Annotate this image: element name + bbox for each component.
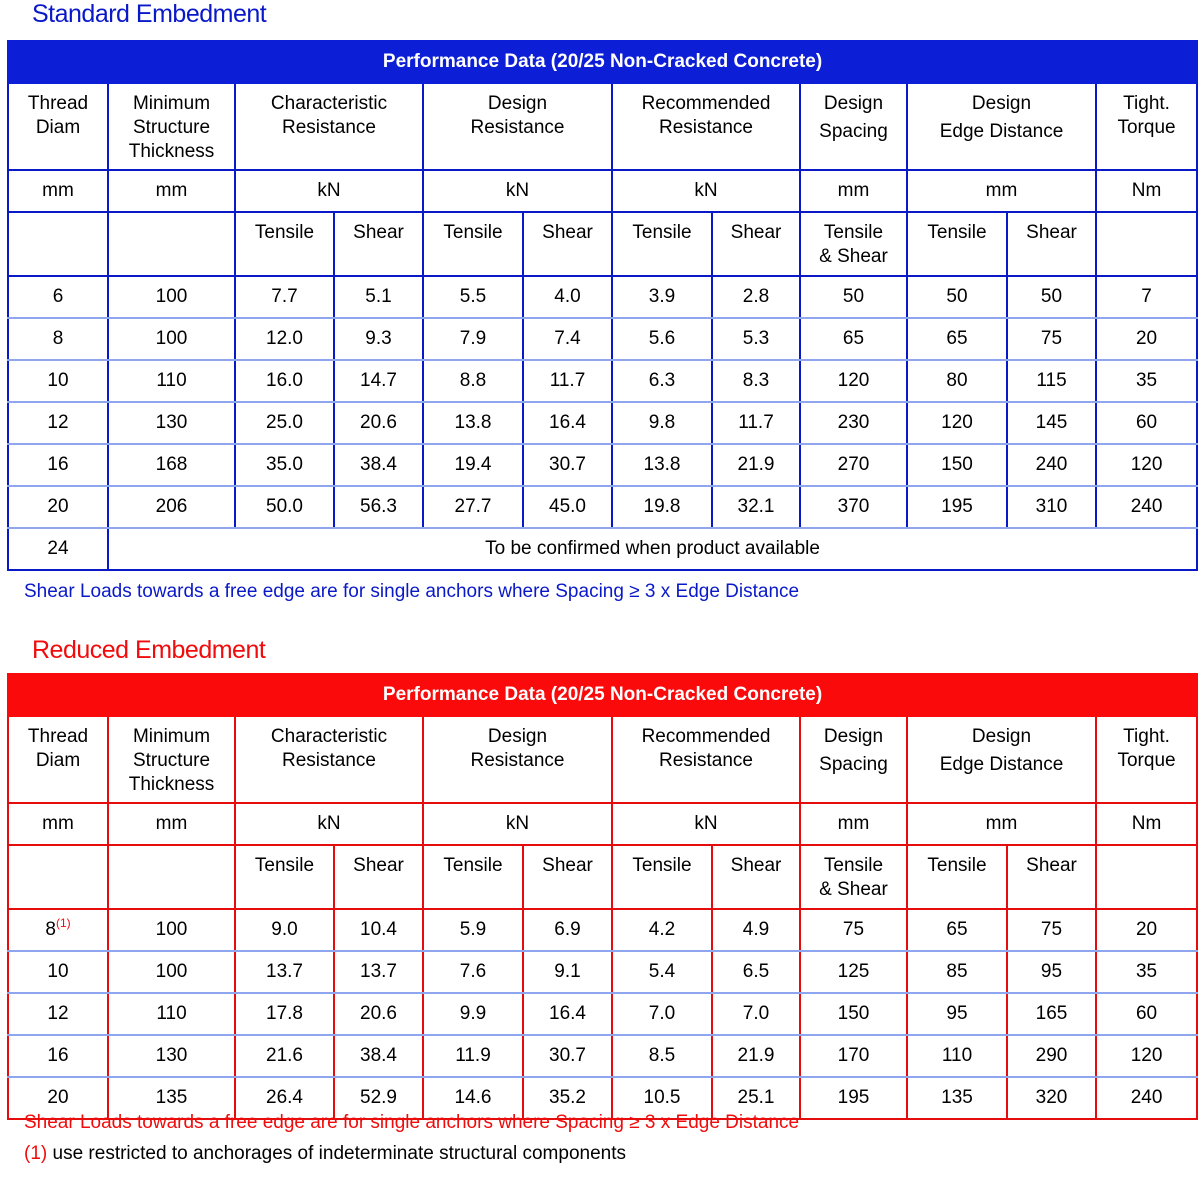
table-row [8,486,1197,528]
table-cell: 50.0 [235,486,334,528]
table-cell: 50 [800,276,907,318]
unit-cell: mm [108,170,235,212]
unit-cell: kN [423,803,612,845]
header-design-resistance: Design Resistance [423,716,612,803]
subheader-tensile: Tensile [612,212,712,276]
table-row [8,318,1197,360]
table-cell: 8.8 [423,360,523,402]
table-cell: 20 [1096,909,1197,951]
header-min-structure-thickness: Minimum Structure Thickness [108,716,235,803]
table-cell: 170 [800,1035,907,1077]
subheader-tensile: Tensile [235,212,334,276]
table-cell: 150 [800,993,907,1035]
table-cell-tbc: To be confirmed when product available [108,528,1197,570]
header-tightening-torque: Tight. Torque [1096,716,1197,803]
header-characteristic-resistance: Characteristic Resistance [235,716,423,803]
subheader-shear: Shear [523,845,612,909]
table-cell: 11.9 [423,1035,523,1077]
header-characteristic-resistance: Characteristic Resistance [235,83,423,170]
table-cell: 7.0 [712,993,800,1035]
header-recommended-resistance: Recommended Resistance [612,716,800,803]
header-design-edge-distance: Design Edge Distance [907,83,1096,170]
unit-cell: kN [235,803,423,845]
subheader-shear: Shear [334,845,423,909]
subheader-tensile: Tensile [423,212,523,276]
unit-cell: mm [907,170,1096,212]
subheader-shear: Shear [1007,212,1096,276]
table-cell: 120 [1096,444,1197,486]
subheader-tensile-shear: Tensile & Shear [800,212,907,276]
unit-cell: mm [8,803,108,845]
unit-cell: kN [423,170,612,212]
table-cell: 100 [108,951,235,993]
subheader-shear: Shear [712,212,800,276]
unit-cell: mm [800,803,907,845]
reduced-performance-table [7,673,1198,1120]
standard-embedment-title: Standard Embedment [32,0,267,28]
unit-cell: kN [612,803,800,845]
table-cell: 20 [1096,318,1197,360]
table-row [8,444,1197,486]
table-cell: 230 [800,402,907,444]
table-cell: 165 [1007,993,1096,1035]
table-cell: 52.9 [334,1077,423,1119]
table-cell: 7.0 [612,993,712,1035]
header-thread-diam: Thread Diam [8,716,108,803]
table-cell: 16 [8,1035,108,1077]
table-cell: 19.8 [612,486,712,528]
table-cell: 20 [8,1077,108,1119]
table-cell: 2.8 [712,276,800,318]
subheader-empty [108,212,235,276]
table-cell-diam: 24 [8,528,108,570]
table-cell: 21.6 [235,1035,334,1077]
table-cell: 6.9 [523,909,612,951]
subheader-empty [8,212,108,276]
unit-cell: Nm [1096,803,1197,845]
table-cell: 12.0 [235,318,334,360]
table-cell: 75 [1007,318,1096,360]
table-cell: 3.9 [612,276,712,318]
table-cell: 6.5 [712,951,800,993]
table-cell: 8.3 [712,360,800,402]
table-cell: 35.2 [523,1077,612,1119]
table-cell: 30.7 [523,1035,612,1077]
table-cell: 95 [1007,951,1096,993]
table-cell: 135 [108,1077,235,1119]
header-design-spacing: Design Spacing [800,83,907,170]
table-cell: 195 [800,1077,907,1119]
subheader-shear: Shear [712,845,800,909]
table-cell: 32.1 [712,486,800,528]
table-cell: 20 [8,486,108,528]
table-cell: 56.3 [334,486,423,528]
table-cell: 14.7 [334,360,423,402]
subheader-tensile: Tensile [612,845,712,909]
table-cell: 240 [1096,1077,1197,1119]
table-cell: 100 [108,318,235,360]
table-row [8,360,1197,402]
table-cell: 206 [108,486,235,528]
table-cell: 7.6 [423,951,523,993]
reduced-embedment-title: Reduced Embedment [32,636,266,664]
table-cell: 195 [907,486,1007,528]
table-cell: 135 [907,1077,1007,1119]
table-cell: 25.1 [712,1077,800,1119]
table-cell: 130 [108,1035,235,1077]
table-cell: 13.7 [334,951,423,993]
table-cell: 5.6 [612,318,712,360]
header-tightening-torque: Tight. Torque [1096,83,1197,170]
table-cell: 27.7 [423,486,523,528]
table-cell: 12 [8,993,108,1035]
table-cell: 125 [800,951,907,993]
unit-cell: kN [612,170,800,212]
table-cell: 10 [8,951,108,993]
header-min-structure-thickness: Minimum Structure Thickness [108,83,235,170]
subheader-tensile: Tensile [907,845,1007,909]
table-cell: 14.6 [423,1077,523,1119]
table-row [8,1035,1197,1077]
table-cell: 240 [1007,444,1096,486]
table-cell: 150 [907,444,1007,486]
subheader-empty [1096,845,1197,909]
table-cell: 85 [907,951,1007,993]
table-cell: 21.9 [712,1035,800,1077]
table-cell: 320 [1007,1077,1096,1119]
table-cell: 9.1 [523,951,612,993]
header-design-resistance: Design Resistance [423,83,612,170]
table-cell: 290 [1007,1035,1096,1077]
table-cell: 50 [907,276,1007,318]
footnote-mark: (1) [24,1143,48,1164]
table-cell: 120 [800,360,907,402]
table-cell: 65 [907,318,1007,360]
unit-cell: mm [907,803,1096,845]
table-cell: 80 [907,360,1007,402]
unit-cell: mm [800,170,907,212]
table-cell: 7 [1096,276,1197,318]
table-cell: 4.9 [712,909,800,951]
table-cell: 10.5 [612,1077,712,1119]
table-cell: 12 [8,402,108,444]
table-cell: 110 [907,1035,1007,1077]
subheader-shear: Shear [1007,845,1096,909]
table-cell: 25.0 [235,402,334,444]
table-cell: 100 [108,909,235,951]
subheader-tensile: Tensile [235,845,334,909]
unit-cell: Nm [1096,170,1197,212]
footnote-text: use restricted to anchorages of indeterminate structural components [52,1143,626,1164]
table-cell: 6.3 [612,360,712,402]
table-cell: 8$^{(1)}$ [8,909,108,951]
subheader-empty [8,845,108,909]
table-cell: 35.0 [235,444,334,486]
table-cell: 4.2 [612,909,712,951]
table-cell: 9.3 [334,318,423,360]
table-cell: 50 [1007,276,1096,318]
table-cell: 16.4 [523,993,612,1035]
table-cell: 95 [907,993,1007,1035]
table-cell: 310 [1007,486,1096,528]
table-cell: 4.0 [523,276,612,318]
table-cell: 65 [907,909,1007,951]
table-cell: 9.0 [235,909,334,951]
subheader-shear: Shear [334,212,423,276]
subheader-empty [1096,212,1197,276]
footnote [24,1143,626,1165]
table-row [8,909,1197,951]
table-cell: 120 [907,402,1007,444]
table-cell: 16.4 [523,402,612,444]
header-design-spacing: Design Spacing [800,716,907,803]
table-cell: 20.6 [334,993,423,1035]
subheader-tensile: Tensile [423,845,523,909]
subheader-empty [108,845,235,909]
table-cell: 9.9 [423,993,523,1035]
table-cell: 6 [8,276,108,318]
header-thread-diam: Thread Diam [8,83,108,170]
table-cell: 110 [108,993,235,1035]
table-cell: 35 [1096,951,1197,993]
table-cell: 60 [1096,993,1197,1035]
header-recommended-resistance: Recommended Resistance [612,83,800,170]
table-cell: 38.4 [334,1035,423,1077]
subheader-tensile-shear: Tensile & Shear [800,845,907,909]
standard-performance-table [7,40,1198,571]
table-cell: 11.7 [523,360,612,402]
table-cell: 13.8 [612,444,712,486]
table-cell: 5.3 [712,318,800,360]
table-cell: 8 [8,318,108,360]
table-banner: Performance Data (20/25 Non-Cracked Concrete) [8,41,1197,83]
table-cell: 38.4 [334,444,423,486]
table-cell: 270 [800,444,907,486]
table-cell: 130 [108,402,235,444]
table-cell: 110 [108,360,235,402]
table-cell: 10.4 [334,909,423,951]
table-cell: 7.7 [235,276,334,318]
table-cell: 60 [1096,402,1197,444]
unit-cell: mm [108,803,235,845]
table-cell: 120 [1096,1035,1197,1077]
table-cell: 7.4 [523,318,612,360]
table-cell: 5.5 [423,276,523,318]
table-cell: 10 [8,360,108,402]
table-cell: 75 [800,909,907,951]
table-cell: 16.0 [235,360,334,402]
table-cell: 13.7 [235,951,334,993]
table-cell: 35 [1096,360,1197,402]
unit-cell: mm [8,170,108,212]
table-cell: 115 [1007,360,1096,402]
unit-cell: kN [235,170,423,212]
table-cell: 5.1 [334,276,423,318]
reduced-shear-note: Shear Loads towards a free edge are for single anchors where Spacing ≥ 3 x Edge Distance [24,1112,800,1133]
table-cell: 26.4 [235,1077,334,1119]
table-cell: 75 [1007,909,1096,951]
table-cell: 240 [1096,486,1197,528]
subheader-shear: Shear [523,212,612,276]
table-row [8,276,1197,318]
standard-shear-note: Shear Loads towards a free edge are for single anchors where Spacing ≥ 3 x Edge Distance [24,581,800,602]
table-cell: 7.9 [423,318,523,360]
subheader-tensile: Tensile [907,212,1007,276]
table-cell: 145 [1007,402,1096,444]
table-cell: 65 [800,318,907,360]
table-cell: 13.8 [423,402,523,444]
table-cell: 11.7 [712,402,800,444]
table-cell: 20.6 [334,402,423,444]
table-cell: 17.8 [235,993,334,1035]
table-cell: 100 [108,276,235,318]
footnote-ref: (1) [55,916,71,930]
header-design-edge-distance: Design Edge Distance [907,716,1096,803]
table-cell: 8.5 [612,1035,712,1077]
table-cell: 19.4 [423,444,523,486]
table-cell: 21.9 [712,444,800,486]
table-cell: 16 [8,444,108,486]
table-cell: 370 [800,486,907,528]
table-row [8,993,1197,1035]
table-cell: 168 [108,444,235,486]
table-cell: 5.4 [612,951,712,993]
table-cell: 30.7 [523,444,612,486]
table-cell: 45.0 [523,486,612,528]
table-row [8,951,1197,993]
table-cell: 9.8 [612,402,712,444]
table-banner: Performance Data (20/25 Non-Cracked Concrete) [8,674,1197,716]
table-cell: 5.9 [423,909,523,951]
table-row [8,402,1197,444]
